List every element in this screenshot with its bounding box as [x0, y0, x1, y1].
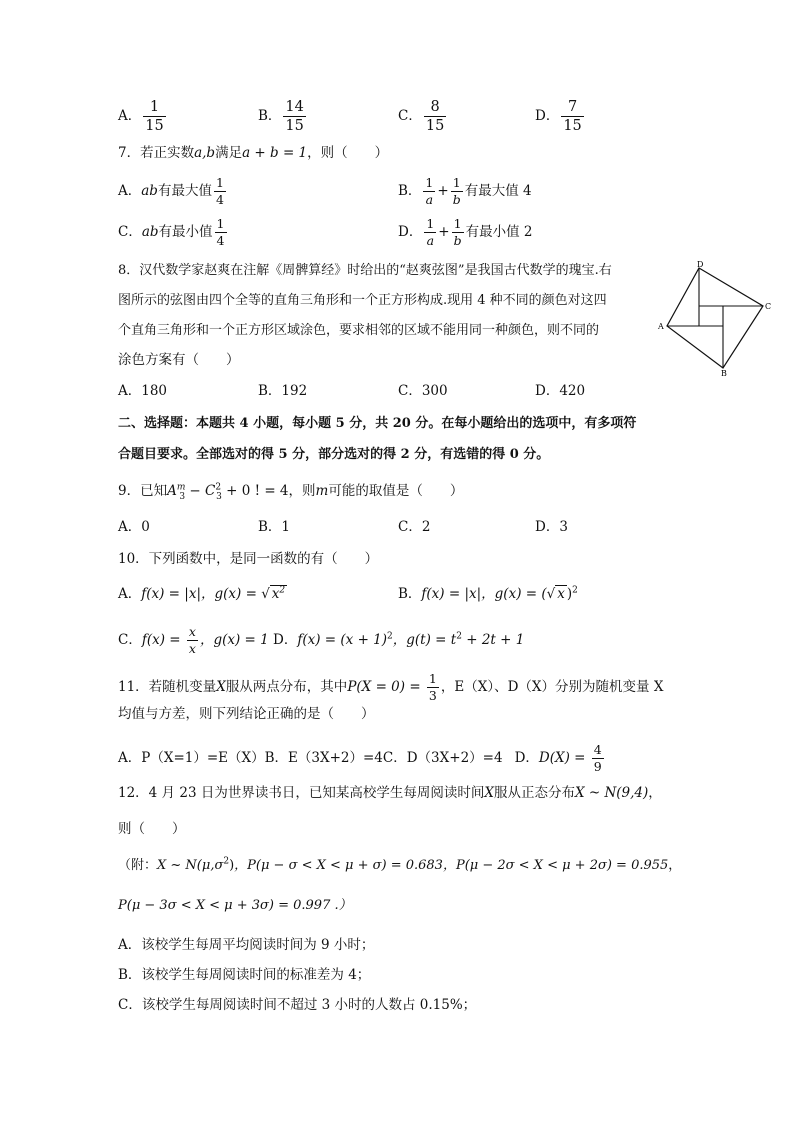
q7-option-c: C．ab有最小值 $\frac{1}{4}$: [118, 216, 225, 248]
q12-stem: 12．4 月 23 日为世界读书日，已知某高校学生每周阅读时间X服从正态分布X ~ N(9,4)，: [118, 785, 662, 801]
q9-stem: 9．已知$A^m_3 - C^2_3 + 0$ ! = 4，则m可能的取值是（ ）: [118, 482, 464, 502]
q8-option-b: B．192: [258, 383, 308, 399]
q11-stem: 11．若随机变量X服从两点分布，其中P(X = 0) = $\frac{1}{3}$ ，E（X）、D（X）分别为随机变量 X: [118, 671, 664, 703]
q6-option-c: C． $\frac{8}{15}$: [398, 99, 445, 135]
q8-option-a: A．180: [118, 383, 168, 399]
q6-option-a: A． $\frac{1}{15}$: [118, 99, 164, 135]
q6-option-d: D． $\frac{7}{15}$: [535, 99, 582, 135]
zhao-shuang-figure: [655, 258, 775, 378]
q9-option-c: C．2: [398, 519, 431, 535]
section-2-line-2: 合题目要求。全部选对的得 5 分，部分选对的得 2 分，有选错的得 0 分。: [118, 447, 550, 462]
q12-line-2: 则（ ）: [118, 821, 186, 837]
q8-option-c: C．300: [398, 383, 448, 399]
figure-label-c: C: [765, 302, 772, 311]
q7-option-b: B． $\frac{1}{a}$ + $\frac{1}{b}$ 有最大值 4: [398, 175, 532, 207]
q8-line-1: 8．汉代数学家赵爽在注解《周髀算经》时给出的“赵爽弦图”是我国古代数学的瑰宝.右: [118, 263, 612, 278]
q7-option-a: A．ab有最大值 $\frac{1}{4}$: [118, 175, 224, 207]
q8-line-2: 图所示的弦图由四个全等的直角三角形和一个正方形构成.现用 4 种不同的颜色对这四: [118, 293, 607, 308]
q12-option-a: A．该校学生每周平均阅读时间为 9 小时；: [118, 937, 375, 953]
figure-label-b: B: [721, 369, 727, 378]
q12-note-2: P(μ − 3σ < X < μ + 3σ) = 0.997 .）: [118, 898, 352, 913]
q6-option-b: B． $\frac{14}{15}$: [258, 99, 304, 135]
q10-stem: 10．下列函数中，是同一函数的有（ ）: [118, 551, 379, 567]
section-2-line-1: 二、选择题：本题共 4 小题，每小题 5 分，共 20 分。在每小题给出的选项中，有多项符: [118, 416, 637, 431]
q7-option-d: D． $\frac{1}{a}$ + $\frac{1}{b}$ 有最小值 2: [398, 216, 533, 248]
figure-label-a: A: [658, 322, 664, 331]
q7-stem: 7．若正实数a,b满足a + b = 1，则（ ）: [118, 145, 389, 161]
figure-label-d: D: [697, 260, 704, 269]
q10-option-a: A．f(x) = |x|，g(x) = √ $x^2$: [118, 585, 286, 602]
q11-options: A．P（X=1）=E（X）B．E（3X+2）=4C．D（3X+2）=4 D．D(X) = $\frac{4}{9}$: [118, 742, 602, 774]
q12-note-1: （附：X ~ $N(\mu,\sigma^2)$，P(μ − σ < X < μ + σ) = 0.683，P(μ − 2σ < X < μ + 2σ) = 0.955，: [118, 856, 682, 873]
q9-option-a: A．0: [118, 519, 150, 535]
q8-option-d: D．420: [535, 383, 586, 399]
q9-option-d: D．3: [535, 519, 568, 535]
q12-option-b: B．该校学生每周阅读时间的标准差为 4；: [118, 967, 371, 983]
q10-option-b: B．f(x) = |x|，g(x) = (√ x )$^2$: [398, 585, 578, 602]
q8-line-4: 涂色方案有（ ）: [118, 352, 240, 368]
q9-option-b: B．1: [258, 519, 291, 535]
q12-option-c: C．该校学生每周阅读时间不超过 3 小时的人数占 0.15%；: [118, 997, 477, 1013]
q10-option-c-d: C．f(x) = $\frac{x}{x}$ ，g(x) = 1 D．$f(x) = (x + 1)^2$，$g(t) = t^2 + 2t + 1$: [118, 624, 525, 656]
q11-line-2: 均值与方差，则下列结论正确的是（ ）: [118, 706, 375, 722]
q8-line-3: 个直角三角形和一个正方形区域涂色，要求相邻的区域不能用同一种颜色，则不同的: [118, 323, 600, 338]
